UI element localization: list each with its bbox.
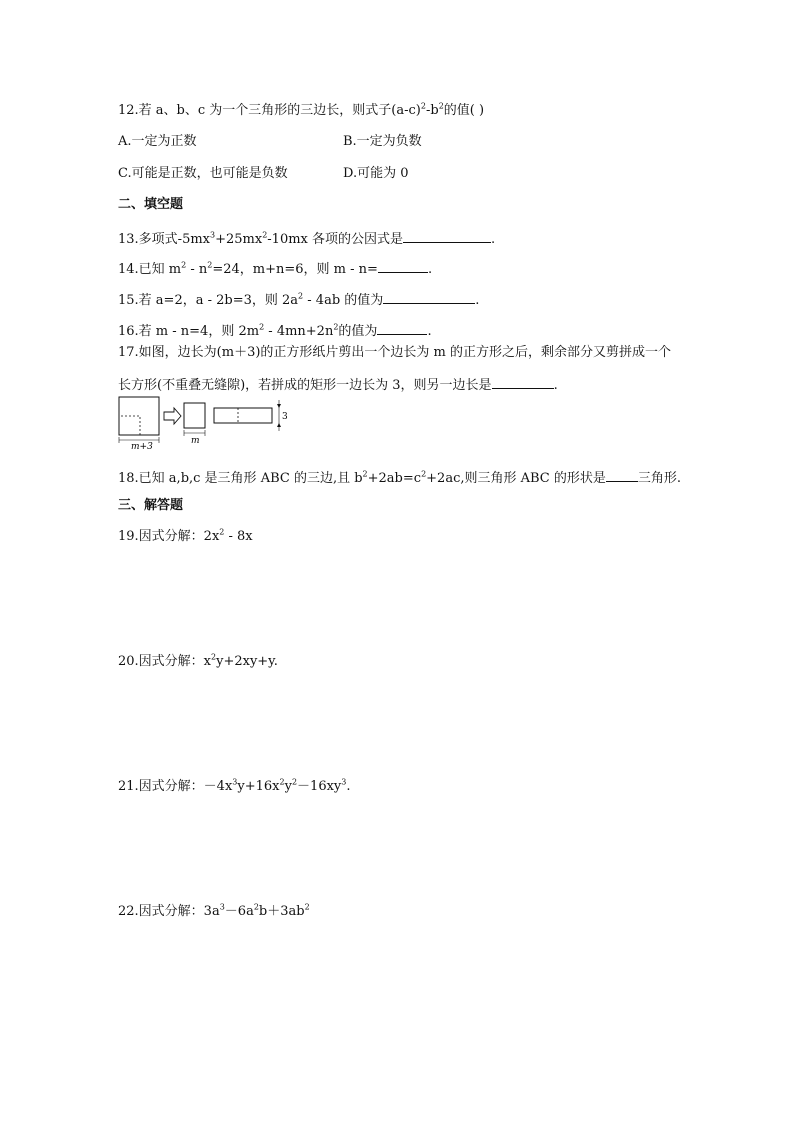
label-m: m — [191, 436, 200, 446]
question-12: 12.若 a、b、c 为一个三角形的三边长，则式子$(a-c)^2-b^2$的值( ) — [118, 101, 485, 118]
question-13: 13.多项式$-5mx^3+25mx^2-10mx$ 各项的公因式是 . — [118, 228, 495, 249]
question-18: 18.已知 a,b,c 是三角形 ABC 的三边,且 $b^2+2ab=c^2+2ac$,则三角形 ABC 的形状是 三角形. — [118, 467, 681, 488]
question-15: 15.若 a=2，a - 2b=3，则 $2a^2 - 4ab$ 的值为 . — [118, 289, 479, 310]
answer-blank[interactable] — [606, 467, 638, 482]
small-square — [184, 403, 205, 428]
question-19: 19.因式分解：$2x^2 - 8x$ — [118, 527, 253, 544]
long-rectangle — [214, 408, 272, 423]
section-fill-in-blank-title: 二、填空题 — [118, 197, 184, 212]
answer-blank[interactable] — [378, 258, 428, 273]
answer-blank[interactable] — [377, 320, 427, 335]
cut-line — [121, 416, 140, 435]
question-17-line-1: 17.如图，边长为(m＋3)的正方形纸片剪出一个边长为 m 的正方形之后，剩余部分又剪拼成一个 — [118, 345, 672, 360]
label-m-plus-3: m+3 — [131, 442, 153, 452]
answer-blank[interactable] — [383, 289, 475, 304]
answer-blank[interactable] — [403, 228, 491, 243]
option-c: C.可能是正数，也可能是负数 — [118, 166, 288, 181]
section-solutions-title: 三、解答题 — [118, 498, 184, 513]
question-20: 20.因式分解：$x^2y+2xy+y$. — [118, 652, 278, 669]
question-16: 16.若 m - n=4，则 $2m^2 - 4mn+2n^2$的值为 . — [118, 320, 432, 341]
option-b: B.一定为负数 — [343, 134, 422, 149]
question-22: 22.因式分解：$3a^3-6a^2b+3ab^2$ — [118, 902, 310, 919]
question-21: 21.因式分解：$-4x^3y+16x^2y^2-16xy^3$. — [118, 777, 351, 794]
answer-blank[interactable] — [492, 374, 554, 389]
label-3: 3 — [282, 412, 288, 422]
option-d: D.可能为 0 — [343, 166, 409, 181]
question-17-line-2: 长方形(不重叠无缝隙)，若拼成的矩形一边长为 3，则另一边长是 . — [118, 374, 558, 395]
cut-and-rearrange-figure — [118, 396, 288, 452]
option-a: A.一定为正数 — [118, 134, 197, 149]
question-14: 14.已知 $m^2 - n^2=24$，m+n=6，则 m - n= . — [118, 258, 432, 279]
arrow-right-icon — [164, 408, 181, 424]
